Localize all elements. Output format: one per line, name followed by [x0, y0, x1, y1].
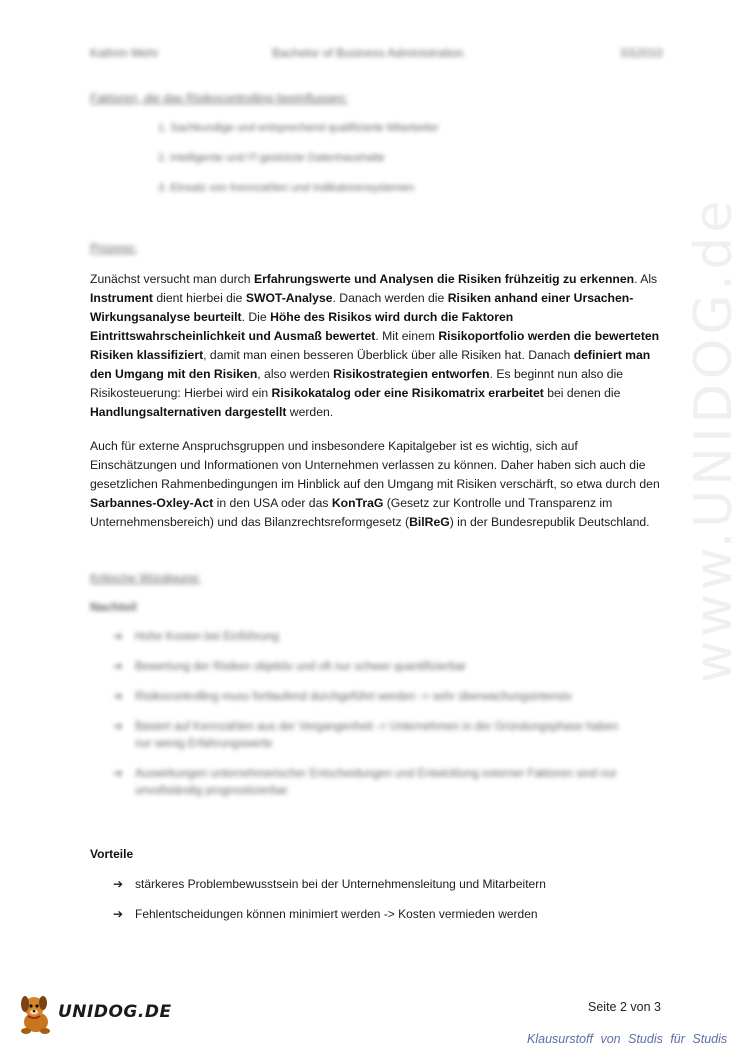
arrow-right-icon: ➔	[113, 631, 123, 643]
text-run: . Danach werden die	[332, 291, 448, 305]
bold-text: Höhe des Risikos wird durch die Faktoren Eintrittswahrscheinlichkeit und Ausmaß bewertet	[90, 310, 514, 343]
list-item: ➔ Bewertung der Risiken objektiv und oft nur schwer quantifizierbar	[113, 659, 633, 676]
text-run: werden.	[286, 405, 334, 419]
text-run: . Als	[634, 272, 658, 286]
arrow-right-icon: ➔	[113, 907, 124, 921]
text-run: . Die	[241, 310, 271, 324]
header-author: Kathrin Mehr	[90, 46, 159, 60]
factors-list	[158, 122, 439, 212]
factor-item: 3. Einsatz von Kennzahlen und Indikatorensystemen	[158, 182, 415, 194]
list-item: ➔ Auswirkungen unternehmerischer Entscheidungen und Entwicklung externer Faktoren sind nur unvollständig prognostizierbar	[113, 768, 617, 797]
dog-icon	[14, 990, 58, 1036]
text-run: . Mit einem	[375, 329, 439, 343]
process-paragraph-1	[90, 270, 662, 422]
list-item: ➔ Basiert auf Kennzahlen aus der Vergangenheit -> Unternehmen in der Gründungsphase haben nur wenig Erfahrungswerte	[113, 721, 619, 750]
bold-text: Erfahrungswerte und Analysen die Risiken frühzeitig zu erkennen	[253, 272, 635, 286]
header-program: Bachelor of Business Administration	[272, 46, 464, 60]
text-run: , also werden	[257, 367, 334, 381]
bold-text: KonTraG	[331, 496, 384, 510]
text-run: . Es beginnt nun also die Risikosteuerung: Hierbei wird ein	[90, 367, 624, 400]
bold-text: Risikostrategien entworfen	[333, 367, 490, 381]
critique-title: Kritische Würdigung:	[90, 571, 201, 585]
arrow-right-icon: ➔	[113, 768, 123, 780]
unidog-logo	[14, 990, 172, 1038]
text-run: Auch für externe Anspruchsgruppen und insbesondere Kapitalgeber ist es wichtig, sich auf Einschätzungen und Informationen von Unternehmen verlassen zu können. Daher haben sich auch die gesetzlichen Rahmenbedingungen im Hinblick auf den Umgang mit Risiken verschärft, so etwa durch den	[90, 439, 660, 491]
list-item: ➔ Risikocontrolling muss fortlaufend durchgeführt werden -> sehr überwachungsintensiv	[113, 689, 633, 706]
text-run: , damit man einen besseren Überblick über alle Risiken hat. Danach	[203, 348, 574, 362]
page-number: Seite 2 von 3	[588, 1000, 661, 1014]
bold-text: definiert man den Umgang mit den Risiken	[90, 348, 651, 381]
arrow-right-icon: ➔	[113, 691, 123, 703]
arrow-right-icon: ➔	[113, 721, 123, 733]
list-item: ➔ Fehlentscheidungen können minimiert werden -> Kosten vermieden werden	[113, 907, 538, 921]
logo-text: UNIDOG.DE	[58, 1002, 172, 1022]
arrow-right-icon: ➔	[113, 661, 123, 673]
text-run: (Gesetz zur Kontrolle und Transparenz im Unternehmensbereich) und das Bilanzrechtsreformgesetz (	[90, 496, 613, 529]
tagline: Klausurstoff von Studis für Studis	[527, 1032, 728, 1046]
vorteile-list	[113, 876, 546, 936]
factor-item: 2. intelligente und IT-gestützte Datenhaushalte	[158, 152, 385, 164]
nachteile-list	[113, 629, 633, 800]
watermark-text: www.UNIDOG.de	[684, 196, 744, 684]
text-run: dient hierbei die	[152, 291, 246, 305]
text-run: Zunächst versucht man durch	[90, 272, 254, 286]
bold-text: Instrument	[90, 291, 153, 305]
bold-text: Sarbannes-Oxley-Act	[90, 496, 214, 510]
bold-text: Risiken anhand einer Ursachen-Wirkungsanalyse beurteilt	[90, 291, 634, 324]
header-term: SS2010	[620, 46, 663, 60]
process-paragraph-2	[90, 437, 662, 532]
bold-text: Risikokatalog oder eine Risikomatrix erarbeitet	[271, 386, 544, 400]
nachteil-label: Nachteil	[90, 600, 137, 614]
bold-text: Risikoportfolio werden die bewerteten Risiken klassifiziert	[90, 329, 660, 362]
text-run: ) in der Bundesrepublik Deutschland.	[449, 515, 650, 529]
vorteile-label: Vorteile	[90, 847, 134, 861]
list-item: ➔ Hohe Kosten bei Einführung	[113, 629, 633, 646]
bold-text: Handlungsalternativen dargestellt	[90, 405, 287, 419]
text-run: in den USA oder das	[213, 496, 332, 510]
bold-text: SWOT-Analyse	[245, 291, 333, 305]
factors-title: Faktoren, die das Risikocontrolling beeinflussen:	[90, 91, 348, 105]
list-item: ➔ stärkeres Problembewusstsein bei der Unternehmensleitung und Mitarbeitern	[113, 877, 546, 891]
factor-item: 1. Sachkundige und entsprechend qualifizierte Mitarbeiter	[158, 122, 439, 134]
process-title: Prozess:	[90, 241, 137, 255]
arrow-right-icon: ➔	[113, 877, 124, 891]
text-run: bei denen die	[543, 386, 621, 400]
bold-text: BilReG	[409, 515, 450, 529]
